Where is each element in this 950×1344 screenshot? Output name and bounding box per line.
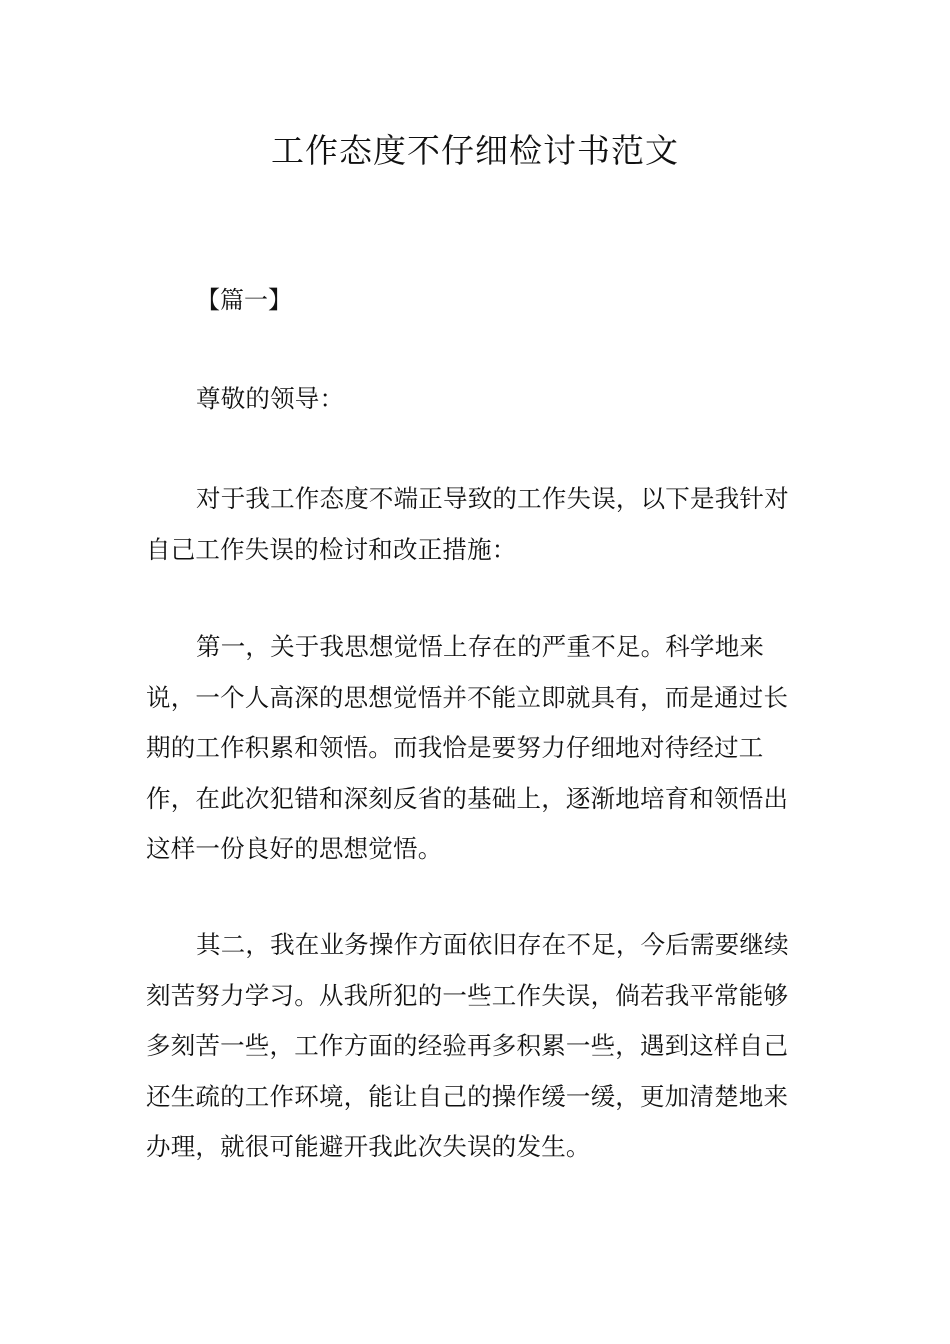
paragraph-second-point: 其二，我在业务操作方面依旧存在不足，今后需要继续刻苦努力学习。从我所犯的一些工作失误，倘若我平常能够多刻苦一些，工作方面的经验再多积累一些，遇到这样自己还生疏的工作环境，能让自己的操作缓一缓，更加清楚地来办理，就很可能避开我此次失误的发生。: [146, 930, 789, 1161]
document-title: 工作态度不仔细检讨书范文: [271, 131, 679, 170]
paragraph-first-point: 第一，关于我思想觉悟上存在的严重不足。科学地来说，一个人高深的思想觉悟并不能立即就具有，而是通过长期的工作积累和领悟。而我恰是要努力仔细地对待经过工作，在此次犯错和深刻反省的基础上，逐渐地培育和领悟出这样一份良好的思想觉悟。: [146, 632, 789, 863]
paragraph-intro: 对于我工作态度不端正导致的工作失误，以下是我针对自己工作失误的检讨和改正措施：: [146, 484, 789, 564]
salutation: 尊敬的领导：: [196, 384, 345, 413]
section-label: 【篇一】: [196, 286, 292, 314]
